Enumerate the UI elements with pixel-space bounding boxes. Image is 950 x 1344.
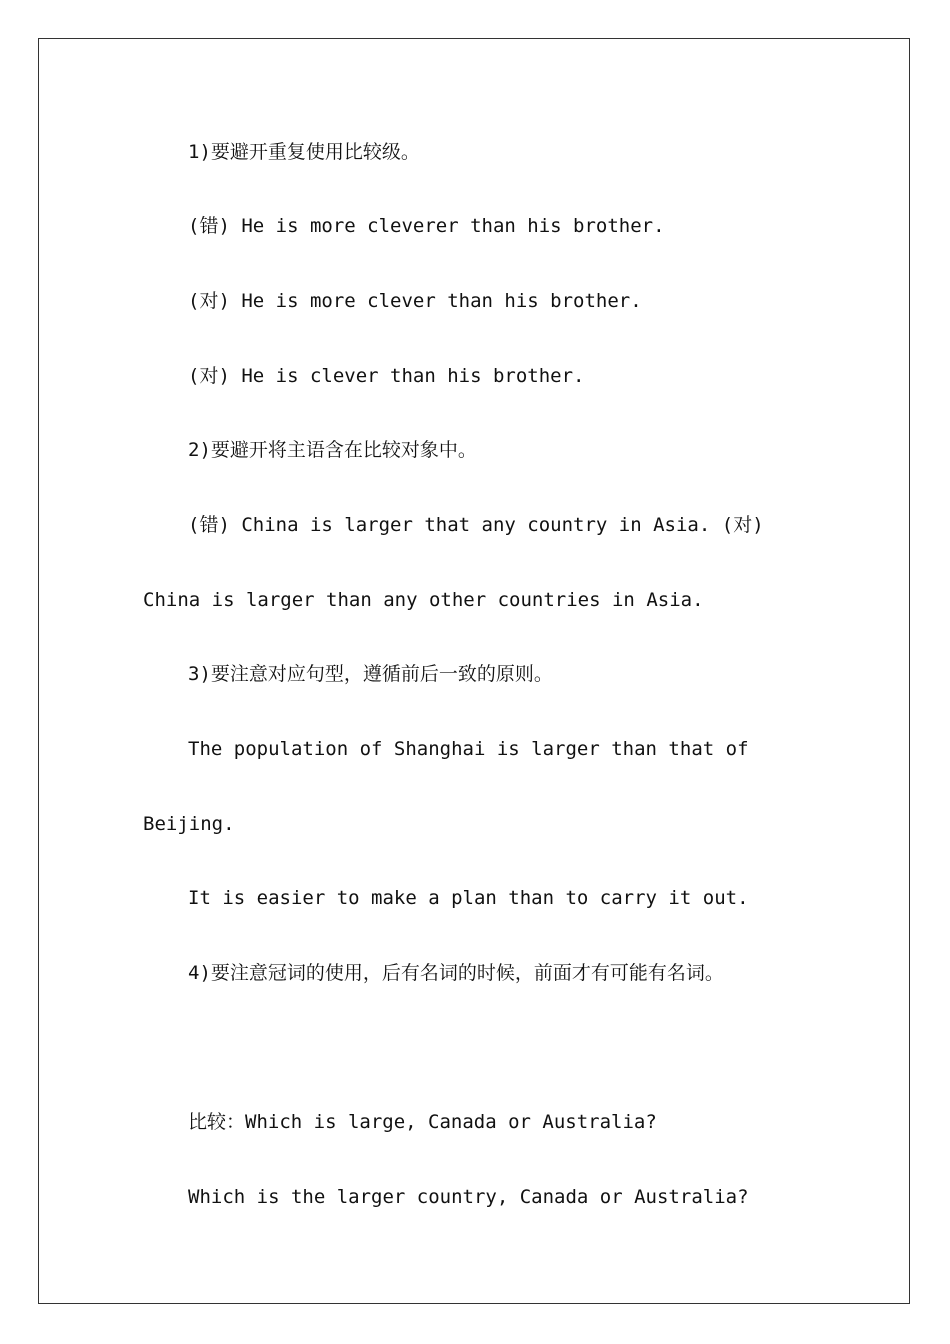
- comparison-example-2: Which is the larger country, Canada or Australia?: [188, 1186, 749, 1208]
- rule-3-example-2: It is easier to make a plan than to carry it out.: [188, 887, 749, 909]
- rule-1-correct-example-2: (对) He is clever than his brother.: [188, 365, 585, 387]
- rule-1-wrong-example: (错) He is more cleverer than his brother.: [188, 215, 665, 237]
- rule-2-heading: 2)要避开将主语含在比较对象中。: [188, 439, 477, 461]
- comparison-example-1: 比较：Which is large, Canada or Australia?: [188, 1111, 657, 1133]
- rule-2-examples-continued: China is larger than any other countries in Asia.: [143, 589, 704, 611]
- rule-3-example-1-continued: Beijing.: [143, 813, 235, 835]
- rule-3-heading: 3)要注意对应句型，遵循前后一致的原则。: [188, 663, 553, 685]
- rule-3-example-1: The population of Shanghai is larger than that of: [188, 738, 749, 760]
- rule-1-correct-example-1: (对) He is more clever than his brother.: [188, 290, 642, 312]
- rule-2-examples: (错) China is larger that any country in Asia. (对): [188, 514, 764, 536]
- rule-4-heading: 4)要注意冠词的使用，后有名词的时候，前面才有可能有名词。: [188, 962, 724, 984]
- rule-1-heading: 1)要避开重复使用比较级。: [188, 141, 420, 163]
